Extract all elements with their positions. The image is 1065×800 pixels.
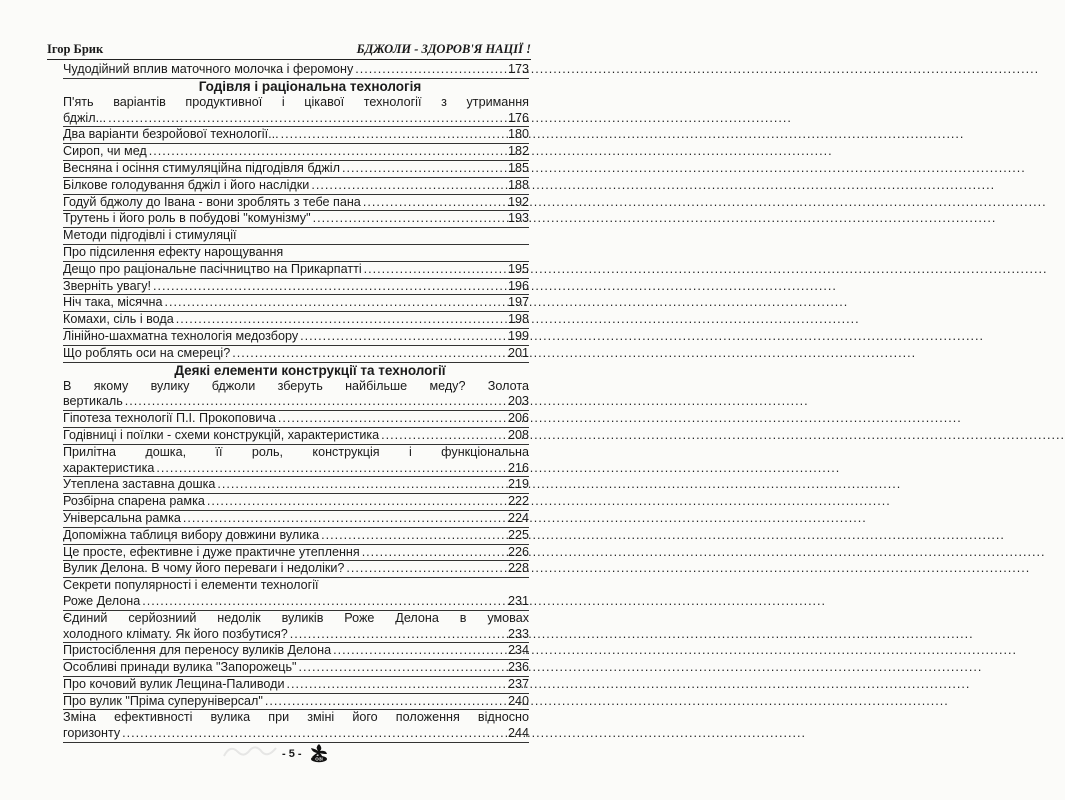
toc-leader-dots [230, 346, 506, 362]
toc-page-number: 228 [507, 561, 529, 576]
toc-entry[interactable] [63, 95, 529, 128]
toc-leader-dots [285, 677, 506, 693]
toc-page-number: 216 [507, 460, 529, 475]
toc-entry-title: Зверніть увагу! [63, 278, 151, 293]
toc-entry-title-line: Прилітна дошка, її роль, конструкція і функціональна [63, 444, 529, 459]
toc-leader-dots [340, 161, 506, 177]
toc-leader-dots [361, 195, 506, 211]
toc-entry[interactable] [63, 346, 529, 363]
header-author: Ігор Брик [47, 42, 104, 56]
watermark-ornament-icon [220, 742, 280, 760]
toc-page-number: 233 [507, 626, 529, 641]
toc-entry-title: Особливі принади вулика "Запорожець" [63, 660, 297, 675]
toc-entry-title: Гіпотеза технології П.І. Прокоповича [63, 411, 276, 426]
toc-entry[interactable] [63, 445, 529, 478]
toc-page-number: 219 [507, 477, 529, 492]
toc-entry-title: Весняна і осіння стимуляційна підгодівля бджіл [63, 160, 340, 175]
toc-leader-dots [319, 528, 506, 544]
toc-page-number: 182 [507, 144, 529, 159]
toc-entry-title: Комахи, сіль і вода [63, 312, 174, 327]
toc-entry[interactable] [63, 295, 529, 312]
toc-entry[interactable] [63, 694, 529, 711]
toc-leader-dots [151, 279, 506, 295]
running-header [47, 40, 531, 60]
toc-leader-dots [276, 411, 506, 427]
toc-entry-title: Універсальна рамка [63, 510, 181, 525]
toc-page-number: 201 [507, 345, 529, 360]
toc-entry-title: Про кочовий вулик Лещина-Паливоди [63, 676, 285, 691]
toc-leader-dots [162, 295, 506, 311]
toc-entry[interactable] [63, 545, 529, 562]
toc-page-number: 185 [507, 160, 529, 175]
page-footer [200, 738, 360, 778]
toc-entry-title-line: Зміна ефективності вулика при зміні його положення відносно [63, 710, 529, 725]
toc-page-number: 198 [507, 312, 529, 327]
toc-page-number: 192 [507, 194, 529, 209]
toc-entry[interactable] [63, 262, 529, 279]
toc-entry-title: Трутень і його роль в побудові "комунізму" [63, 211, 311, 226]
toc-page-number: 203 [507, 394, 529, 409]
toc-entry[interactable] [63, 62, 529, 79]
toc-entry[interactable] [63, 329, 529, 346]
toc-leader-dots [288, 627, 506, 643]
toc-page-number: 224 [507, 510, 529, 525]
toc-entry-title: Сироп, чи мед [63, 144, 147, 159]
toc-entry-title: Це просте, ефективне і дуже практичне утеплення [63, 544, 360, 559]
toc-section-heading: Деякі елементи конструкції та технології [174, 362, 446, 378]
toc-page-number: 199 [507, 328, 529, 343]
toc-page-number: 236 [507, 660, 529, 675]
toc-leader-dots [309, 178, 506, 194]
toc-entry-title: Розбірна спарена рамка [63, 494, 205, 509]
toc-section-heading: Годівля і раціональна технологія [198, 78, 422, 94]
toc-leader-dots [205, 494, 506, 510]
toc-entry[interactable] [63, 643, 529, 660]
toc-leader-dots [279, 127, 506, 143]
toc-page-number: 193 [507, 211, 529, 226]
toc-leader-dots [147, 144, 506, 160]
toc-page-number: 197 [507, 295, 529, 310]
toc-leader-dots [263, 694, 506, 710]
toc-page-number: 173 [507, 62, 529, 76]
toc-entry[interactable] [63, 245, 529, 262]
toc-leader-dots [344, 561, 506, 577]
toc-leader-dots [353, 62, 506, 78]
toc-page-number: 195 [507, 261, 529, 276]
toc-entry[interactable] [63, 195, 529, 212]
toc-entry-title: Білкове голодування бджіл і його наслідки [63, 177, 310, 192]
toc-entry[interactable] [63, 379, 529, 412]
toc-entry-title: Пристосіблення для переносу вуликів Делона [63, 643, 332, 658]
toc-entry[interactable] [63, 578, 529, 611]
toc-entry-title: Про вулик "Пріма суперуніверсал" [63, 693, 263, 708]
toc-leader-dots [298, 329, 506, 345]
toc-entry[interactable] [63, 561, 529, 578]
toc-page-number: 196 [507, 278, 529, 293]
toc-entry-title: Методи підгодівлі і стимуляції [63, 228, 237, 243]
toc-page-number: 208 [507, 427, 529, 442]
toc-page-number: 176 [507, 110, 529, 125]
header-book-title: БДЖОЛИ - ЗДОРОВ'Я НАЦІЇ ! [356, 42, 531, 56]
toc-entry[interactable] [63, 178, 529, 195]
toc-page-number: 188 [507, 177, 529, 192]
toc-entry[interactable] [63, 279, 529, 296]
toc-entry-title: Лінійно-шахматна технологія медозбору [63, 328, 299, 343]
toc-entry[interactable] [63, 127, 529, 144]
toc-entry-title-line: Секрети популярності і елементи технології [63, 578, 319, 593]
toc-entry-title: Що роблять оси на смереці? [63, 345, 231, 360]
toc-leader-dots [123, 394, 506, 410]
toc-leader-dots [154, 461, 506, 477]
toc-page-number: 240 [507, 693, 529, 708]
toc-page-number: 180 [507, 127, 529, 142]
toc-page-number: 225 [507, 527, 529, 542]
toc-page-number: 237 [507, 676, 529, 691]
toc-entry[interactable] [63, 411, 529, 428]
toc-leader-dots [362, 262, 506, 278]
toc-entry-title: Чудодійний вплив маточного молочка і феромону [63, 62, 354, 76]
toc-entry-title-continuation: горизонту [63, 726, 121, 741]
toc-leader-dots [297, 660, 506, 676]
toc-entry-title-continuation: Роже Делона [63, 593, 141, 608]
toc-entry[interactable] [63, 144, 529, 161]
toc-page-number: 234 [507, 643, 529, 658]
toc-entry-title: Вулик Делона. В чому його переваги і недоліки? [63, 561, 345, 576]
toc-entry-title: Два варіанти безройової технології... [63, 127, 279, 142]
toc-entry-title: Годуй бджолу до Івана - вони зроблять з тебе пана [63, 194, 361, 209]
toc-entry-title: Допоміжна таблиця вибору довжини вулика [63, 527, 320, 542]
toc-entry-title-line: П'ять варіантів продуктивної і цікавої технології з утримання [63, 94, 529, 109]
toc-entry[interactable] [63, 528, 529, 545]
toc-entry-title: Ніч така, місячна [63, 295, 163, 310]
toc-page-number: 222 [507, 494, 529, 509]
toc-leader-dots [360, 545, 506, 561]
toc-page-number: 226 [507, 544, 529, 559]
toc-entry-title: Утеплена заставна дошка [63, 477, 216, 492]
toc-entry[interactable] [63, 494, 529, 511]
toc-leader-dots [181, 511, 506, 527]
toc-entry[interactable] [63, 428, 529, 445]
publisher-logo-icon [308, 742, 330, 764]
toc-entry-title-continuation: холодного клімату. Як його позбутися? [63, 626, 288, 641]
table-of-contents [63, 62, 529, 743]
toc-entry-title-continuation: характеристика [63, 460, 155, 475]
toc-page-number: 244 [507, 726, 529, 741]
toc-leader-dots [106, 111, 506, 127]
toc-entry-title: Годівниці і поїлки - схеми конструкцій, характеристика [63, 427, 380, 442]
toc-entry[interactable] [63, 161, 529, 178]
toc-leader-dots [174, 312, 506, 328]
svg-text:ОЗІ: ОЗІ [315, 756, 323, 762]
toc-leader-dots [311, 211, 506, 227]
toc-entry-title: Дещо про раціональне пасічництво на Прикарпатті [63, 261, 362, 276]
toc-entry[interactable] [63, 477, 529, 494]
toc-entry-title-line: В якому вулику бджоли зберуть найбільше меду? Золота [63, 378, 529, 393]
toc-entry-title-continuation: вертикаль [63, 394, 123, 409]
toc-entry-title-continuation: бджіл... [63, 110, 107, 125]
toc-entry[interactable] [63, 228, 529, 245]
page-number: - 5 - [282, 748, 302, 760]
toc-entry[interactable] [63, 677, 529, 694]
toc-leader-dots [215, 477, 506, 493]
toc-page-number: 231 [507, 593, 529, 608]
toc-entry[interactable] [63, 611, 529, 644]
toc-entry[interactable] [63, 660, 529, 677]
toc-entry-title-line: Єдиний серйозниий недолік вуликів Роже Делона в умовах [63, 610, 529, 625]
toc-leader-dots [140, 594, 506, 610]
toc-entry[interactable] [63, 511, 529, 528]
toc-leader-dots [331, 643, 506, 659]
toc-entry-title: Про підсилення ефекту нарощування [63, 244, 284, 259]
toc-entry[interactable] [63, 211, 529, 228]
toc-page-number: 206 [507, 411, 529, 426]
toc-entry[interactable] [63, 312, 529, 329]
toc-leader-dots [379, 428, 506, 444]
